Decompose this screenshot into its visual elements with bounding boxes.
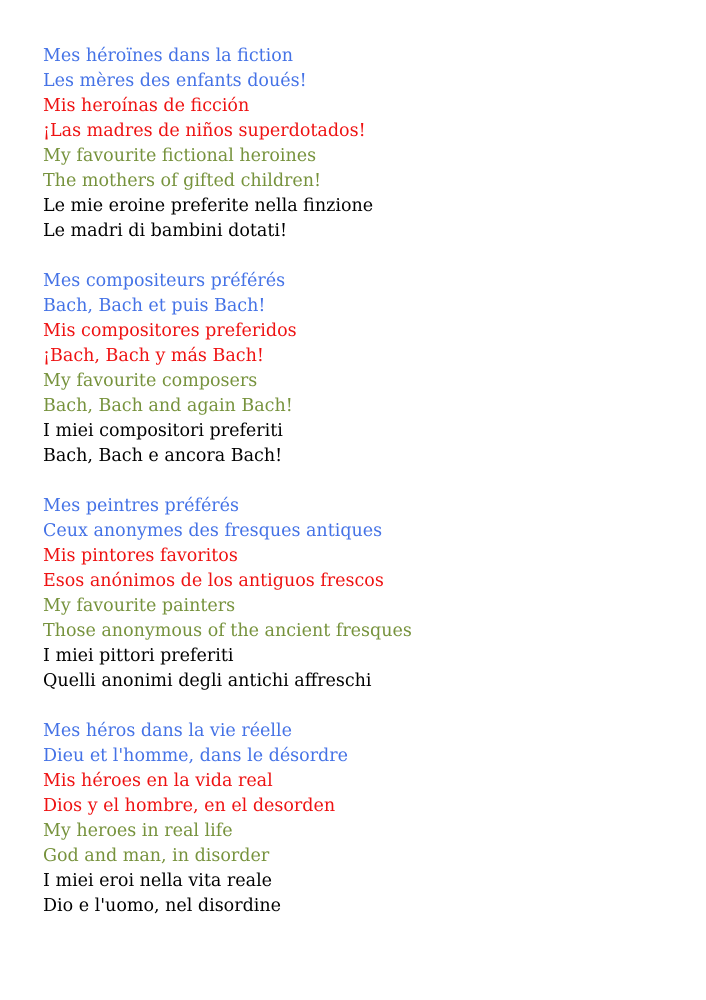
section-composers (43, 269, 683, 469)
document-page (43, 44, 683, 944)
spanish-answer: ¡Bach, Bach y más Bach! (43, 346, 264, 366)
english-heading: My favourite painters (43, 596, 236, 616)
spanish-heading: Mis heroínas de ficción (43, 96, 250, 116)
spanish-heading: Mis pintores favoritos (43, 546, 238, 566)
french-answer: Les mères des enfants doués! (43, 71, 307, 91)
french-heading: Mes compositeurs préférés (43, 271, 286, 291)
french-answer: Bach, Bach et puis Bach! (43, 296, 266, 316)
italian-heading: I miei pittori preferiti (43, 646, 234, 666)
english-answer: Those anonymous of the ancient fresques (43, 621, 412, 641)
english-heading: My favourite fictional heroines (43, 146, 317, 166)
spanish-heading: Mis compositores preferidos (43, 321, 297, 341)
spanish-answer: ¡Las madres de niños superdotados! (43, 121, 366, 141)
spanish-answer: Dios y el hombre, en el desorden (43, 796, 336, 816)
english-answer: Bach, Bach and again Bach! (43, 396, 293, 416)
italian-heading: I miei eroi nella vita reale (43, 871, 273, 891)
italian-answer: Quelli anonimi degli antichi affreschi (43, 671, 372, 691)
french-answer: Ceux anonymes des fresques antiques (43, 521, 383, 541)
french-answer: Dieu et l'homme, dans le désordre (43, 746, 348, 766)
section-fictional-heroines (43, 44, 683, 244)
spanish-heading: Mis héroes en la vida real (43, 771, 273, 791)
italian-heading: I miei compositori preferiti (43, 421, 283, 441)
french-heading: Mes peintres préférés (43, 496, 240, 516)
english-heading: My favourite composers (43, 371, 258, 391)
section-real-life-heroes (43, 719, 683, 919)
italian-answer: Bach, Bach e ancora Bach! (43, 446, 283, 466)
french-heading: Mes héroïnes dans la fiction (43, 46, 294, 66)
english-answer: The mothers of gifted children! (43, 171, 322, 191)
italian-answer: Dio e l'uomo, nel disordine (43, 896, 282, 916)
french-heading: Mes héros dans la vie réelle (43, 721, 292, 741)
italian-heading: Le mie eroine preferite nella finzione (43, 196, 374, 216)
section-painters (43, 494, 683, 694)
spanish-answer: Esos anónimos de los antiguos frescos (43, 571, 384, 591)
english-heading: My heroes in real life (43, 821, 233, 841)
italian-answer: Le madri di bambini dotati! (43, 221, 287, 241)
english-answer: God and man, in disorder (43, 846, 270, 866)
